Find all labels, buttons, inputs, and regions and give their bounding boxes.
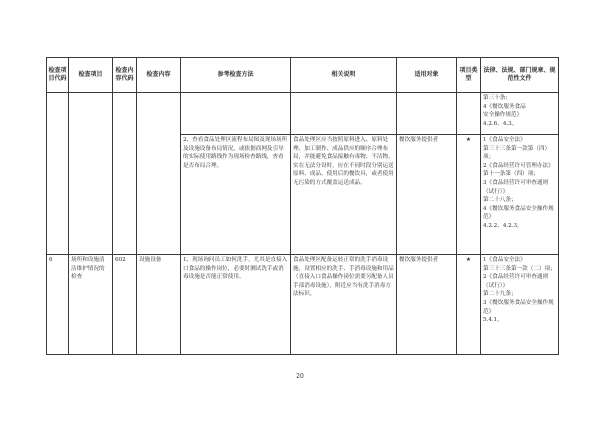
- header-law: 法律、法规、部门规章、规范性文件: [481, 58, 559, 93]
- method-cell: 2、查看食品处理区流程布局图及现场场所及设施设备布局情况，或依据商网及引导的实际使用路线作为现场检查路线，查看是否布局合理。: [181, 135, 291, 255]
- law-cell: 第三十条; 4《餐饮服务食品 安全操作规范》 4.2.6、4.3。: [481, 93, 559, 135]
- page-number: 20: [296, 373, 304, 380]
- cell-empty: [291, 93, 397, 135]
- target-cell: 餐饮服务提供者: [397, 255, 457, 355]
- explanation-cell: 食品处理区应当按照原料进入、原料处理、加工制作、成品供应的顺序合理布局，并能避免食品接触有毒物、不洁物。实在无法分设时，应在不同时段分别运送原料、成品、使用后的餐饮具，或者使用无污染的方式覆盖运送成品。: [291, 135, 397, 255]
- cell-empty: [457, 93, 481, 135]
- inspection-table: [46, 57, 559, 355]
- cell-empty: [181, 93, 291, 135]
- header-method: 参考检查方法: [181, 58, 291, 93]
- code-cell: 6: [47, 255, 69, 355]
- law-cell: 1《食品安全法》 第三十三条第一款（二）项； 2《食品经营许可审查通则（试行）》 第二十九条； 3《餐饮服务食品安全操作规范》 5.4.1。: [481, 255, 559, 355]
- table-header-row: [47, 58, 559, 93]
- cell-empty: [47, 93, 69, 255]
- cell-empty: [397, 93, 457, 135]
- type-cell: ★: [457, 135, 481, 255]
- target-cell: 餐饮服务提供者: [397, 135, 457, 255]
- cell-empty: [137, 93, 181, 255]
- header-item: 检查项目: [69, 58, 113, 93]
- header-content-code: 检查内容代码: [113, 58, 137, 93]
- cell-empty: [69, 93, 113, 255]
- table-row: [47, 93, 559, 135]
- header-explanation: 相关说明: [291, 58, 397, 93]
- table-row: [47, 255, 559, 355]
- header-content: 检查内容: [137, 58, 181, 93]
- content-cell: 设施设备: [137, 255, 181, 355]
- header-type: 项目类型: [457, 58, 481, 93]
- item-cell: 场所和设施清洁维护情况的检查: [69, 255, 113, 355]
- header-target: 适用对象: [397, 58, 457, 93]
- type-cell: ★: [457, 255, 481, 355]
- explanation-cell: 食品处理区配备运转正常的洗手消毒设施，设置相应的洗手、手消毒设施和用品（直接入口食品操作岗位需要另配备人员手部消毒设施），附近应当有洗手消毒方法标识。: [291, 255, 397, 355]
- method-cell: 1、现场询问员工如何洗手，尤其是直接入口食品的操作岗位，必要时测试洗手或消毒设施是否能正常使用。: [181, 255, 291, 355]
- cell-empty: [113, 93, 137, 255]
- law-cell: 1《食品安全法》 第三十三条第一款第（四）项； 2《食品经营许可管理办法》第十一条第（四）项； 3《食品经营许可审查通则（试行）》 第二十八条； 4《餐饮服务食品安全操作规范》 4.2.2、4.2.3。: [481, 135, 559, 255]
- header-item-code: 检查项目代码: [47, 58, 69, 93]
- content-code-cell: 602: [113, 255, 137, 355]
